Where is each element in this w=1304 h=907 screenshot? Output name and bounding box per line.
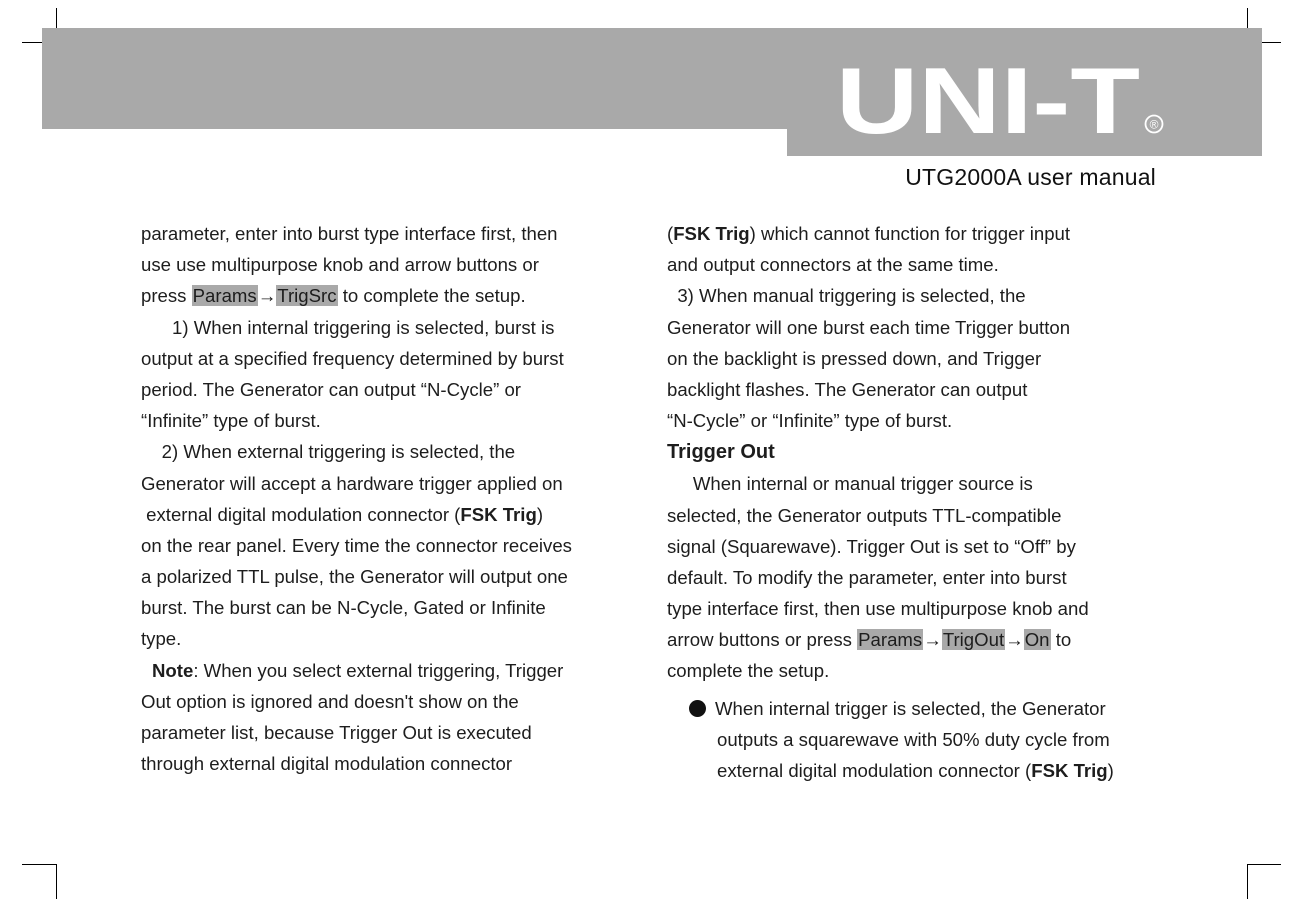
arrow-icon: → [923,629,942,651]
text-fragment: to complete the setup. [337,285,526,307]
text-line: burst. The burst can be N-Cycle, Gated or Infinite [141,597,546,619]
text-line [689,693,1197,724]
text-line: default. To modify the parameter, enter into burst [667,566,1067,588]
text-line [141,280,651,311]
text-line: a polarized TTL pulse, the Generator will output one [141,566,568,588]
text-line: signal (Squarewave). Trigger Out is set to “Off” by [667,535,1076,557]
text-fragment: external digital modulation connector ( [141,503,461,525]
left-column [141,218,651,779]
text-line: parameter, enter into burst type interface first, then [141,223,558,244]
text-line [141,655,651,686]
text-line: “N-Cycle” or “Infinite” type of burst. [667,410,953,432]
section-heading: Trigger Out [667,441,775,464]
text-fragment: ) [1107,760,1114,781]
crop-mark [1247,864,1248,899]
text-fragment: arrow buttons or press [667,629,858,651]
text-line: When internal or manual trigger source is [667,473,1033,495]
crop-mark [56,864,57,899]
logo-text: UNI-T [836,56,1140,146]
text-line [667,218,1197,249]
text-fragment: external digital modulation connector ( [717,760,1032,781]
text-line: Out option is ignored and doesn't show on the [141,690,519,712]
text-line: through external digital modulation connector [141,753,513,775]
text-fragment: : When you select external triggering, Trigger [193,659,564,681]
text-line: parameter list, because Trigger Out is executed [141,722,532,743]
text-line: output at a specified frequency determined by burst [141,347,564,369]
bullet-item [667,693,1197,787]
fsk-trig-label: FSK Trig [1031,760,1108,781]
uni-t-logo [836,56,1176,146]
manual-title: UTG2000A user manual [905,164,1156,190]
text-line: outputs a squarewave with 50% duty cycle from [717,728,1110,750]
crop-mark [22,864,57,865]
text-line: backlight flashes. The Generator can output [667,378,1028,400]
params-key: Params [858,629,923,651]
text-line [141,499,651,530]
text-line: use use multipurpose knob and arrow buttons or [141,254,539,276]
trigsrc-key: TrigSrc [277,285,337,307]
text-line: complete the setup. [667,660,830,682]
text-line: Generator will one burst each time Trigger button [667,316,1071,338]
text-fragment: to [1050,629,1072,651]
text-line: and output connectors at the same time. [667,254,999,276]
text-fragment: When internal trigger is selected, the Generator [715,697,1106,719]
note-label: Note [152,659,194,681]
bullet-icon [689,700,706,717]
text-line [689,755,1197,786]
text-line: type interface first, then use multipurpose knob and [667,598,1089,620]
fsk-trig-label: FSK Trig [460,503,537,525]
text-line: Generator will accept a hardware trigger applied on [141,472,563,494]
params-key: Params [192,285,257,307]
registered-mark: ® [1149,117,1159,132]
crop-mark [1247,864,1281,865]
fsk-trig-label: FSK Trig [673,223,750,244]
text-line: selected, the Generator outputs TTL-compatible [667,504,1062,526]
text-fragment: ( [667,223,674,244]
right-column [667,218,1197,786]
text-line: type. [141,628,182,650]
text-line: 1) When internal triggering is selected, burst is [141,316,555,338]
text-line: period. The Generator can output “N-Cycle” or [141,378,521,400]
text-line [667,624,1197,655]
arrow-icon: → [257,285,277,307]
text-line: on the rear panel. Every time the connector receives [141,534,572,556]
text-fragment: ) [536,503,544,525]
text-line: 3) When manual triggering is selected, the [667,285,1026,307]
text-line: 2) When external triggering is selected, the [141,441,516,463]
on-key: On [1024,629,1050,651]
text-fragment: ) which cannot function for trigger input [749,223,1071,244]
text-line: on the backlight is pressed down, and Trigger [667,347,1042,369]
text-fragment: press [141,285,192,307]
arrow-icon: → [1005,629,1024,651]
text-line: “Infinite” type of burst. [141,410,321,432]
trigout-key: TrigOut [942,629,1005,651]
